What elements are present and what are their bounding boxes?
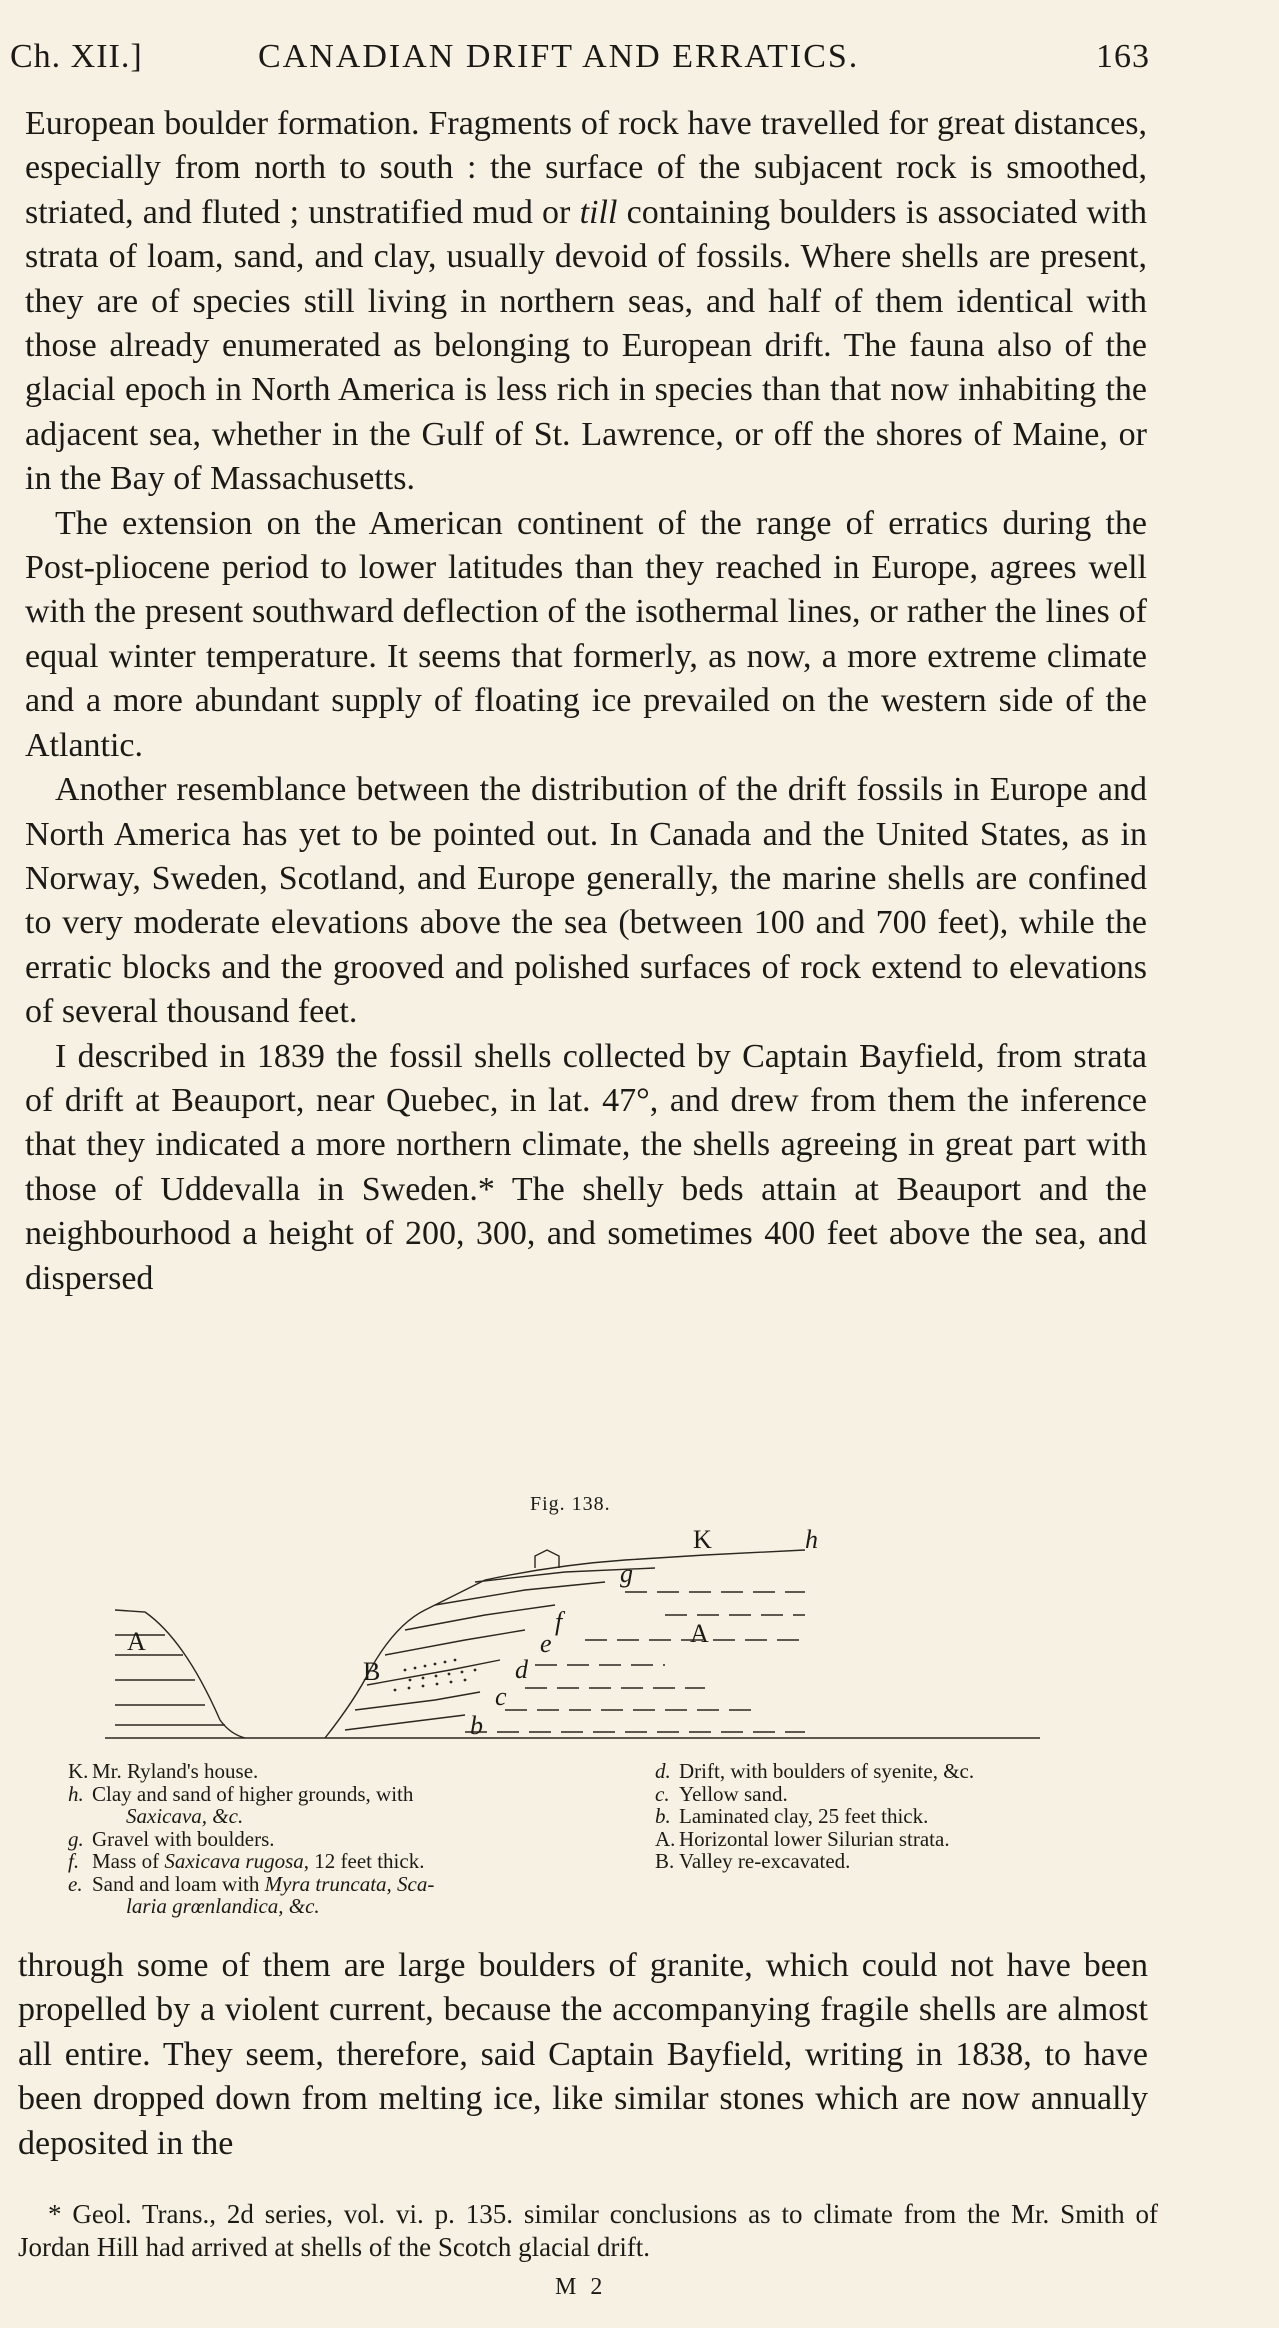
paragraph-continuation: through some of them are large boulders of granite, which could not have been propelled by a violent current, because the accompanying fragile shells are almost all entire. They seem, therefore, said Captain Bayfield, writing in 1838, to have been dropped down from melting ice, like similar stones which are now annually deposited in the	[18, 1947, 1148, 2162]
paragraph-4: I described in 1839 the fossil shells collected by Captain Bayfield, from strata of drift at Beauport, near Quebec, in lat. 47°, and drew from them the inference that they indicated a more northern climate, the shells agreeing in great part with those of Uddevalla in Sweden.* The shelly beds attain at Beauport and the neighbourhood a height of 200, 300, and sometimes 400 feet above the sea, and dispersed	[25, 1037, 1147, 1297]
label-d: d	[515, 1655, 528, 1684]
label-K: K	[693, 1525, 712, 1554]
label-b: b	[470, 1711, 483, 1740]
footnote	[18, 2198, 1158, 2264]
footnote-text: * Geol. Trans., 2d series, vol. vi. p. 135. similar conclusions as to climate from the Mr. Smith of Jordan Hill had arrived at shells of the Scotch glacial drift.	[18, 2199, 1158, 2262]
label-h: h	[805, 1525, 818, 1554]
chapter-marker: Ch. XII.]	[10, 38, 143, 75]
label-c: c	[495, 1682, 507, 1711]
label-B: B	[363, 1657, 381, 1686]
page-number: 163	[1096, 38, 1150, 75]
legend-item: K. Mr. Ryland's house.	[68, 1759, 259, 1783]
label-f: f	[555, 1607, 563, 1636]
label-e: e	[540, 1629, 552, 1658]
legend-item: d. Drift, with boulders of syenite, &c.	[655, 1759, 975, 1783]
signature-mark: M 2	[555, 2274, 607, 2300]
paragraph-1: European boulder formation. Fragments of rock have travelled for great distances, especially from north to south : the surface of the subjacent rock is smoothed, striated, and fluted ; unstratified mud or till containing boulders is associated with strata of loam, sand, and clay, usually devoid of fossils. Where shells are present, they are of species still living in northern seas, and half of them identical with those already enumerated as belonging to European drift. The fauna also of the glacial epoch in North America is less rich in species than that now inhabiting the adjacent sea, whether in the Gulf of St. Lawrence, or off the shores of Maine, or in the Bay of Massachusetts.	[25, 105, 1147, 498]
house-symbol	[535, 1550, 559, 1568]
figure-caption: Fig. 138.	[530, 1493, 611, 1515]
running-header	[10, 38, 1150, 82]
figure-legend-left	[68, 1760, 628, 1918]
figure-legend-right	[655, 1760, 1135, 1873]
geological-section-figure	[105, 1520, 1040, 1745]
legend-item: g. Gravel with boulders.	[68, 1826, 275, 1851]
running-title: CANADIAN DRIFT AND ERRATICS.	[258, 38, 860, 75]
legend-item: B. Valley re-excavated.	[655, 1849, 851, 1873]
label-g: g	[620, 1559, 633, 1588]
paragraph-3: Another resemblance between the distribution of the drift fossils in Europe and North America has yet to be pointed out. In Canada and the United States, as in Norway, Sweden, Scotland, and Europe generally, the marine shells are confined to very moderate elevations above the sea (between 100 and 700 feet), while the erratic blocks and the grooved and polished surfaces of rock extend to elevations of several thousand feet.	[25, 771, 1147, 1031]
legend-item: e. Sand and loam with Myra truncata, Sca- laria grœnlandica, &c.	[68, 1871, 435, 1918]
label-A-right: A	[690, 1619, 709, 1648]
term-till: till	[579, 193, 618, 231]
legend-item: b. Laminated clay, 25 feet thick.	[655, 1804, 929, 1828]
continuation-text	[18, 1944, 1148, 2166]
legend-item: f. Mass of Saxicava rugosa, 12 feet thick.	[68, 1849, 425, 1873]
main-text	[25, 102, 1147, 1301]
label-A-left: A	[127, 1627, 146, 1656]
section-diagram	[105, 1520, 1040, 1745]
paragraph-2: The extension on the American continent of the range of erratics during the Post-pliocene period to lower latitudes than they reached in Europe, agrees well with the present southward deflection of the isothermal lines, or rather the lines of equal winter temperature. It seems that formerly, as now, a more extreme climate and a more abundant supply of floating ice prevailed on the western side of the Atlantic.	[25, 504, 1147, 764]
legend-item: h. Clay and sand of higher grounds, with Saxicava, &c.	[68, 1781, 414, 1828]
legend-item: c. Yellow sand.	[655, 1781, 788, 1806]
legend-item: A. Horizontal lower Silurian strata.	[655, 1826, 950, 1851]
